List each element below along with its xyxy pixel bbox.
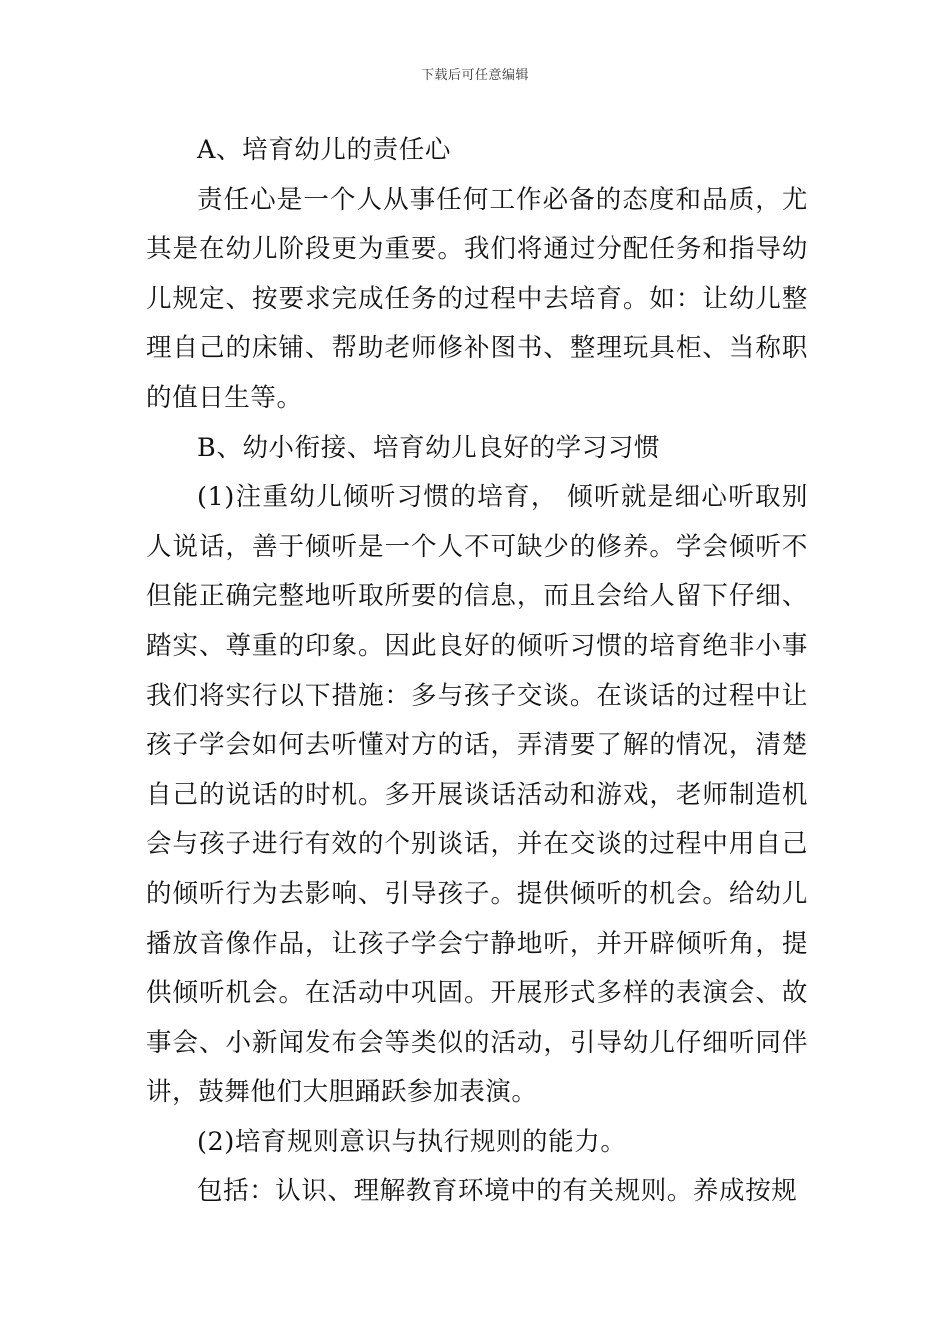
subheading-rules: (2)培育规则意识与执行规则的能力。 bbox=[197, 1126, 627, 1157]
page-header-note: 下载后可任意编辑 bbox=[420, 68, 529, 83]
paragraph-listening-habits: (1)注重幼儿倾听习惯的培育， 倾听就是细心听取别人说话，善于倾听是一个人不可缺少的修养。学会倾听不但能正确完整地听取所要的信息，而且会给人留下仔细、踏实、尊重的印象。因此良好的倾听习惯的培育绝非小事我们将实行以下措施：多与孩子交谈。在谈话的过程中让孩子学会如何去听懂对方的话，弄清要了解的情况，清楚自己的说话的时机。多开展谈话活动和游戏，老师制造机会与孩子进行有效的个别谈话，并在交谈的过程中用自己的倾听行为去影响、引导孩子。提供倾听的机会。给幼儿播放音像作品，让孩子学会宁静地听，并开辟倾听角，提供倾听机会。在活动中巩固。开展形式多样的表演会、故事会、小新闻发布会等类似的活动，引导幼儿仔细听同伴讲，鼓舞他们大胆踊跃参加表演。 bbox=[146, 482, 808, 1108]
paragraph-rules: 包括：认识、理解教育环境中的有关规则。养成按规 bbox=[197, 1176, 798, 1207]
section-heading-b: B、幼小衔接、培育幼儿良好的学习习惯 bbox=[197, 432, 661, 463]
paragraph-responsibility: 责任心是一个人从事任何工作必备的态度和品质，尤其是在幼儿阶段更为重要。我们将通过分配任务和指导幼儿规定、按要求完成任务的过程中去培育。如：让幼儿整理自己的床铺、帮助老师修补图书、整理玩具柜、当称职的值日生等。 bbox=[146, 184, 808, 413]
section-heading-a: A、培育幼儿的责任心 bbox=[197, 135, 451, 165]
document-body bbox=[146, 126, 808, 1217]
